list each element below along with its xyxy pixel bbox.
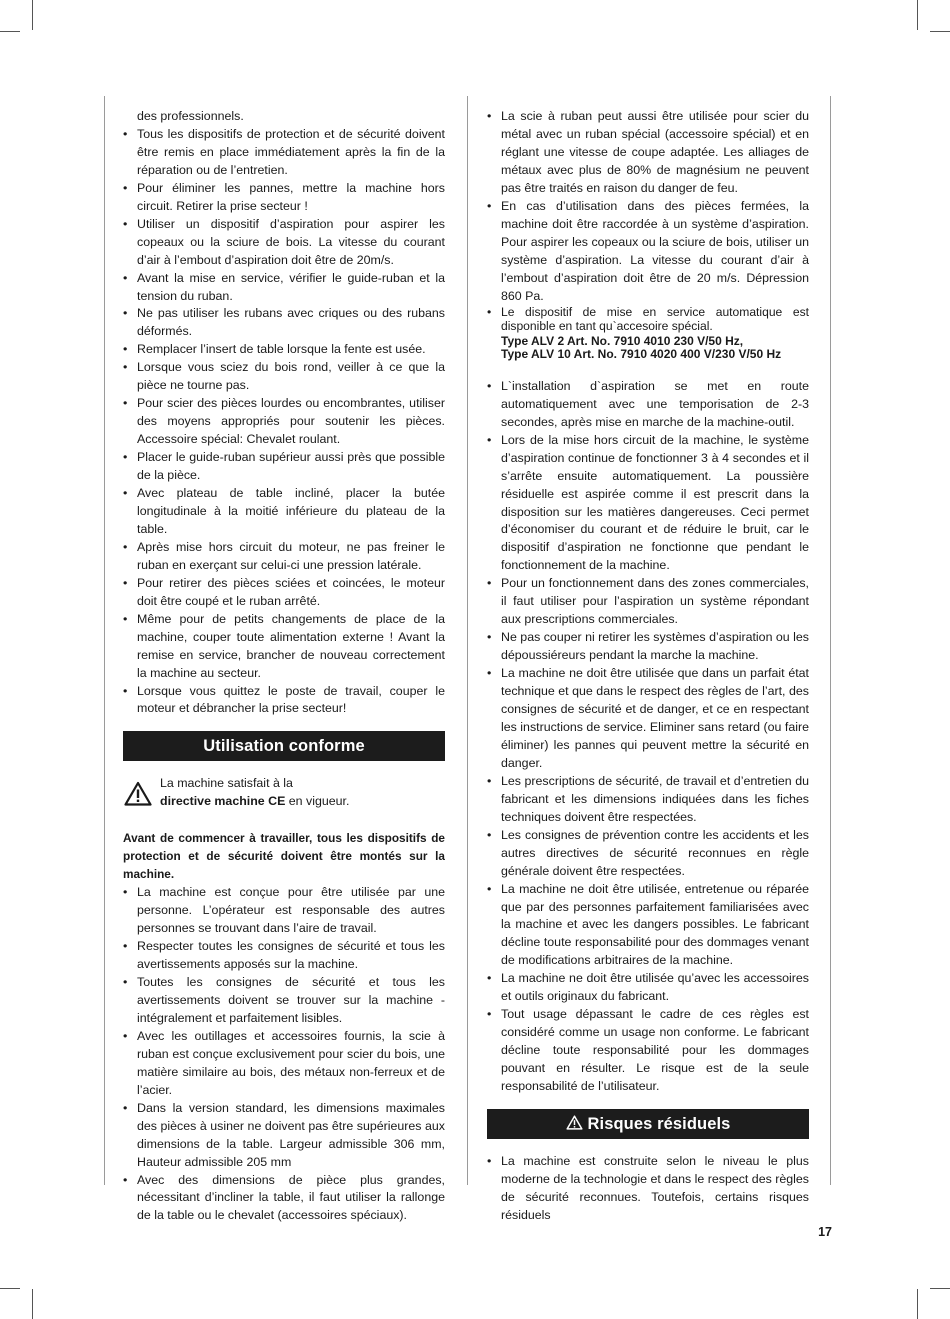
list-item: • Tous les dispositifs de protection et de sécurité doivent être remis en place immédiatement après la fin de la réparation ou de l’entretien. (123, 126, 445, 180)
safety-list (123, 126, 445, 718)
intended-use-list (123, 884, 445, 1225)
list-item: • Tout usage dépassant le cadre de ces règles est considéré comme un usage non conforme. Le fabricant décline toute responsabilité pour les dommages pouvant en résulter. Le risque est de la seule responsabilité de l’utilisateur. (487, 1006, 809, 1096)
crop-mark (0, 1288, 20, 1289)
section-heading-label: Utilisation conforme (203, 737, 365, 756)
crop-mark (917, 1289, 918, 1319)
list-item: • Les prescriptions de sécurité, de travail et d’entretien du fabricant et les dimensions indiquées dans les fiches techniques doivent être respectées. (487, 773, 809, 827)
list-item: • Le dispositif de mise en service automatique est disponible en tant qu`accesoire spécial. (487, 306, 809, 333)
section-heading-utilisation-conforme (123, 731, 445, 761)
list-item: • Dans la version standard, les dimensions maximales des pièces à usiner ne doivent pas être supérieures aux dimensions de la table. Largeur admissible 306 mm, Hauteur admissible 205 mm (123, 1100, 445, 1172)
list-item: • Utiliser un dispositif d’aspiration pour aspirer les copeaux ou la sciure de bois. La vitesse du courant d’air à l’embout d’aspiration doit être de 20m/s. (123, 216, 445, 270)
list-item: • Après mise hors circuit du moteur, ne pas freiner le ruban en exerçant sur celui-ci une pression latérale. (123, 539, 445, 575)
column-rule-right (830, 96, 831, 1185)
list-item: • La machine ne doit être utilisée, entretenue ou réparée que par des personnes parfaitement familiarisées avec la machine et avec les dangers possibles. Le fabricant décline toute responsabilité pour des dommages venant de modifications arbitraires de la machine. (487, 881, 809, 971)
list-item: • Avec les outillages et accessoires fournis, la scie à ruban est conçue exclusivement pour scier du bois, une matière similaire au bois, des métaux non-ferreux et de l’acier. (123, 1028, 445, 1100)
ce-directive-notice (123, 775, 445, 815)
crop-mark (32, 1289, 33, 1319)
list-item: • La machine ne doit être utilisée qu’avec les accessoires et outils originaux du fabricant. (487, 970, 809, 1006)
list-item: • Avant la mise en service, vérifier le guide-ruban et la tension du ruban. (123, 270, 445, 306)
crop-mark (0, 31, 20, 32)
notice-line (160, 793, 445, 811)
notice-bold: directive machine CE (160, 794, 286, 809)
list-item: • En cas d’utilisation dans des pièces fermées, la machine doit être raccordée à un système d’aspiration. Pour aspirer les copeaux ou la sciure de bois, utiliser un système d’aspiration. La vitesse du courant d’air à l’embout d’aspiration doit être de 20 m/s. Dépression 860 Pa. (487, 198, 809, 306)
spacer (487, 362, 809, 378)
extraction-list (487, 378, 809, 1096)
list-item: • Pour un fonctionnement dans des zones commerciales, il faut utiliser pour l’aspiration un système répondant aux prescriptions commerciales. (487, 575, 809, 629)
warning-icon (566, 1115, 583, 1130)
residual-risks-list (487, 1153, 809, 1225)
type-line: Type ALV 2 Art. No. 7910 4010 230 V/50 Hz, (501, 333, 744, 348)
list-item: • Avec des dimensions de pièce plus grandes, nécessitant d’incliner la table, il faut utiliser la rallonge de la table ou le chevalet (accessoires spéciaux). (123, 1172, 445, 1226)
warning-icon (124, 781, 152, 806)
crop-mark (930, 1288, 950, 1289)
notice-line: La machine satisfait à la (160, 776, 293, 791)
list-item: • Lorsque vous sciez du bois rond, veiller à ce que la pièce ne tourne pas. (123, 359, 445, 395)
crop-mark (930, 31, 950, 32)
left-column (123, 108, 445, 1225)
list-item: • Pour retirer des pièces sciées et coincées, le moteur doit être coupé et le ruban arrêté. (123, 575, 445, 611)
section-heading-risques-residuels (487, 1109, 809, 1139)
list-item: • Lors de la mise hors circuit de la machine, le système d’aspiration continue de fonctionner 3 à 4 secondes et il s’arrête ensuite automatiquement. La poussière résiduelle est aspirée comme il est prescrit dans la disposition sur les matières dangereuses. Ceci permet d’économiser du courant et de réduire le bruit, car le dispositif d’aspiration ne fonctionne que pendant le fonctionnement de la machine. (487, 432, 809, 576)
list-item: • Toutes les consignes de sécurité et tous les avertissements doivent se trouver sur la machine - intégralement et parfaitement lisibles. (123, 974, 445, 1028)
column-rule-middle (467, 96, 468, 1185)
list-item: • Placer le guide-ruban supérieur aussi près que possible de la pièce. (123, 449, 445, 485)
type-line: Type ALV 10 Art. No. 7910 4020 400 V/230 V/50 Hz (501, 347, 782, 362)
list-item: • Avec plateau de table incliné, placer la butée longitudinale à la moitié inférieure du plateau de la table. (123, 485, 445, 539)
list-item: • Ne pas utiliser les rubans avec criques ou des rubans déformés. (123, 305, 445, 341)
list-item: • L`installation d`aspiration se met en route automatiquement avec une temporisation de 2-3 secondes, après mise en marche de la machine-outil. (487, 378, 809, 432)
list-item: • La machine est conçue pour être utilisée par une personne. L’opérateur est responsable des autres personnes se trouvant dans l’aire de travail. (123, 884, 445, 938)
page-number: 17 (818, 1225, 832, 1239)
crop-mark (32, 0, 33, 30)
intro-bold-paragraph: Avant de commencer à travailler, tous les dispositifs de protection et de sécurité doivent être montés sur la machine. (123, 831, 445, 882)
list-item: • Lorsque vous quittez le poste de travail, couper le moteur et débrancher la prise secteur! (123, 683, 445, 719)
list-item: • Ne pas couper ni retirer les systèmes d’aspiration ou les dépoussiéreurs pendant la marche la machine. (487, 629, 809, 665)
usage-list (487, 108, 809, 362)
list-item: • Pour éliminer les pannes, mettre la machine hors circuit. Retirer la prise secteur ! (123, 180, 445, 216)
list-item: • Respecter toutes les consignes de sécurité et tous les avertissements apposés sur la machine. (123, 938, 445, 974)
list-item: • Remplacer l’insert de table lorsque la fente est usée. (123, 341, 445, 359)
list-item: • La scie à ruban peut aussi être utilisée pour scier du métal avec un ruban spécial (accessoire spécial) et en réglant une vitesse de coupe adaptée. Les alliages de métaux avec plus de 80% de magnésium ne peuvent pas être traités en raison du danger de feu. (487, 108, 809, 198)
list-item: • Même pour de petits changements de place de la machine, couper toute alimentation externe ! Avant la remise en service, brancher de nouveau correctement la machine au secteur. (123, 611, 445, 683)
list-item: • La machine ne doit être utilisée que dans un parfait état technique et que dans le respect des règles de l’art, des consignes de sécurité et de danger, et ce en respectant les instructions de service. Eliminer sans retard (ou faire éliminer) les pannes qui peuvent mettre la sécurité en danger. (487, 665, 809, 773)
crop-mark (917, 0, 918, 30)
list-item: • Pour scier des pièces lourdes ou encombrantes, utiliser des moyens appropriés pour soutenir les pièces. Accessoire spécial: Chevalet roulant. (123, 395, 445, 449)
list-item: • La machine est construite selon le niveau le plus moderne de la technologie et dans le respect des règles de sécurité reconnues. Toutefois, certains risques résiduels (487, 1153, 809, 1225)
continued-text: des professionnels. (137, 109, 244, 123)
section-heading-label: Risques résiduels (587, 1114, 731, 1133)
right-column (487, 108, 809, 1225)
list-item: • Les consignes de prévention contre les accidents et les autres directives de sécurité reconnues en règle générale doivent être respectées. (487, 827, 809, 881)
column-rule-left (104, 96, 105, 1185)
notice-rest: en vigueur. (285, 794, 350, 809)
